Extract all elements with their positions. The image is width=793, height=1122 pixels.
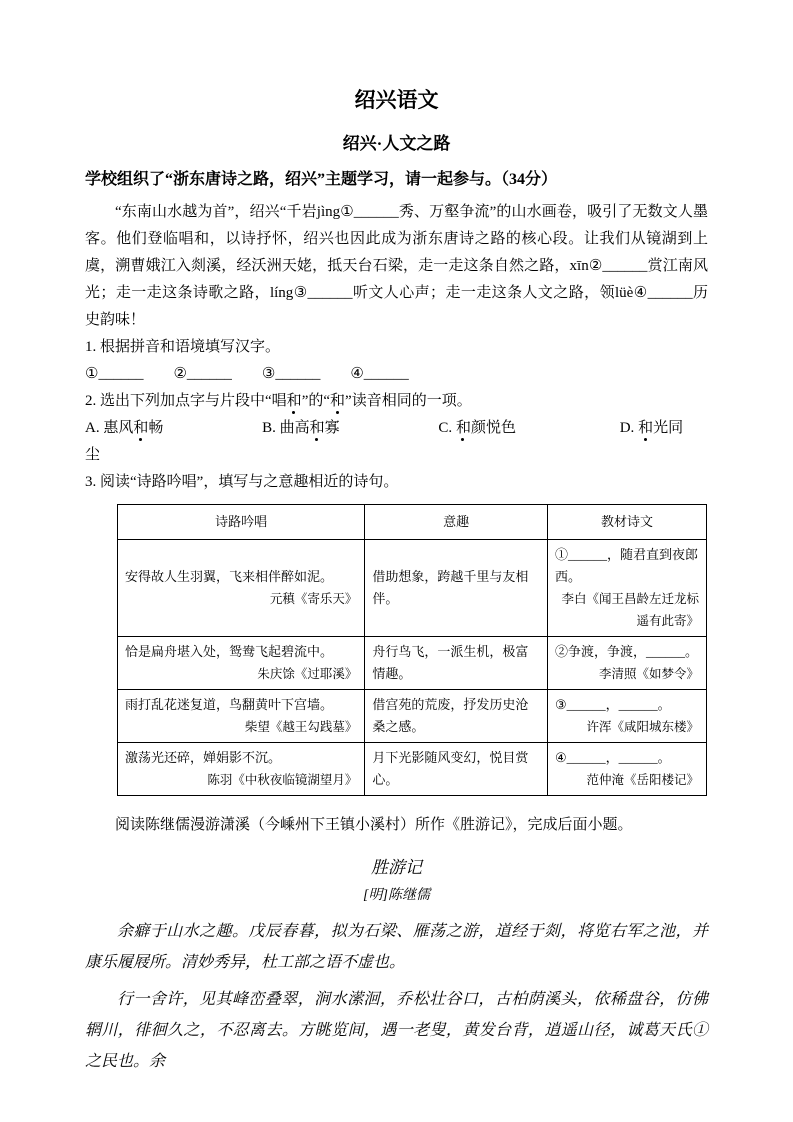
textbook-line: ①______，随君直到夜郎西。: [554, 547, 698, 584]
poetry-table: [117, 504, 707, 796]
textbook-source: 许浑《咸阳城东楼》: [586, 720, 699, 734]
question-1-blanks: ①______ ②______ ③______ ④______: [85, 366, 409, 382]
textbook-line: ④______，______。: [554, 750, 671, 765]
poem-attribution: 陈羽《中秋夜临镜湖望月》: [207, 773, 358, 787]
poem-attribution: 朱庆馀《过耶溪》: [257, 667, 358, 681]
doc-subtitle: 绍兴·人文之路: [342, 134, 451, 153]
option-a: A. 惠风和畅: [85, 420, 164, 436]
mood-cell: [365, 690, 548, 743]
poem-cell: [118, 637, 365, 690]
doc-title: 绍兴语文: [354, 88, 439, 112]
task-intro: 学校组织了“浙东唐诗之路，绍兴”主题学习，请一起参与。（34分）: [85, 171, 558, 188]
reading-author: [明]陈继儒: [363, 888, 430, 903]
textbook-source: 李清照《如梦令》: [598, 667, 699, 681]
question-2-options: [85, 415, 685, 469]
poem-cell: [118, 540, 365, 637]
mood-text: 月下光影随风变幻，悦目赏心。: [372, 750, 529, 787]
poem-text: 雨打乱花迷复道，鸟翻黄叶下宫墙。: [125, 697, 334, 712]
table-header-row: [118, 505, 707, 540]
textbook-source: 范仲淹《岳阳楼记》: [586, 773, 699, 787]
mood-text: 借助想象，跨越千里与友相伴。: [372, 569, 529, 606]
mood-cell: [365, 637, 548, 690]
question-2: 2. 选出下列加点字与片段中“唱和”的“和”读音相同的一项。: [85, 393, 472, 409]
poem-text: 恰是扁舟堪入处，鸳鸯飞起碧流中。: [125, 644, 334, 659]
poem-attribution: 元稹《寄乐天》: [269, 592, 358, 606]
option-d: D. 和光同尘: [85, 420, 684, 463]
textbook-cell: [547, 743, 706, 796]
question-3: 3. 阅读“诗路吟唱”，填写与之意趣相近的诗句。: [85, 474, 399, 490]
reading-paragraph-2: 行一舍许，见其峰峦叠翠，涧水潆洄，乔松壮谷口，古柏荫溪头，依稀盘谷，仿佛辋川，徘徊久之，不忍离去。方眺览间，遇一老叟，黄发台背，逍遥山径，诚葛天氏①之民也。余: [85, 991, 708, 1070]
poem-text: 激荡光还碎，婵娟影不沉。: [125, 750, 282, 765]
textbook-line: ②争渡，争渡，______。: [554, 644, 698, 659]
textbook-source: 李白《闻王昌龄左迁龙标遥有此寄》: [561, 592, 699, 628]
reading-instruction: 阅读陈继儒漫游潇溪（今嵊州下王镇小溪村）所作《胜游记》，完成后面小题。: [115, 817, 633, 833]
passage-paragraph: “东南山水越为首”，绍兴“千岩jìng①______秀、万壑争流”的山水画卷，吸引了无数文人墨客。他们登临唱和，以诗抒怀，绍兴也因此成为浙东唐诗之路的核心段。让我们从镜湖到上虞，溯曹娥江入剡溪，经沃洲天姥，抵天台石梁，走一走这条自然之路，xīn②______赏江南风光；走一走这条诗歌之路，líng③______听文人心声；走一走这条人文之路，领lüè④______历史韵味！: [85, 204, 708, 328]
mood-cell: [365, 743, 548, 796]
option-c: C. 和颜悦色: [438, 420, 516, 436]
reading-title: 胜游记: [371, 858, 422, 877]
reading-paragraph-1: 余癖于山水之趣。戊辰春暮，拟为石梁、雁荡之游，道经于剡，将览右军之池，并康乐履屐所。清妙秀异，杜工部之语不虚也。: [85, 923, 708, 971]
option-b: B. 曲高和寡: [262, 420, 340, 436]
poem-text: 安得故人生羽翼，飞来相伴醉如泥。: [125, 569, 334, 584]
poem-cell: [118, 743, 365, 796]
table-row: [118, 637, 707, 690]
poem-attribution: 柴望《越王勾践墓》: [244, 720, 358, 734]
col-header-textbook: 教材诗文: [547, 505, 706, 540]
table-row: [118, 743, 707, 796]
textbook-cell: [547, 540, 706, 637]
poem-cell: [118, 690, 365, 743]
mood-text: 舟行鸟飞，一派生机，极富情趣。: [372, 644, 529, 681]
textbook-cell: [547, 637, 706, 690]
col-header-mood: 意趣: [365, 505, 548, 540]
col-header-poem-chant: 诗路吟唱: [118, 505, 365, 540]
table-row: [118, 540, 707, 637]
table-row: [118, 690, 707, 743]
mood-cell: [365, 540, 548, 637]
question-1: 1. 根据拼音和语境填写汉字。: [85, 339, 281, 355]
textbook-line: ③______，______。: [554, 697, 671, 712]
mood-text: 借宫苑的荒废，抒发历史沧桑之感。: [372, 697, 529, 734]
textbook-cell: [547, 690, 706, 743]
